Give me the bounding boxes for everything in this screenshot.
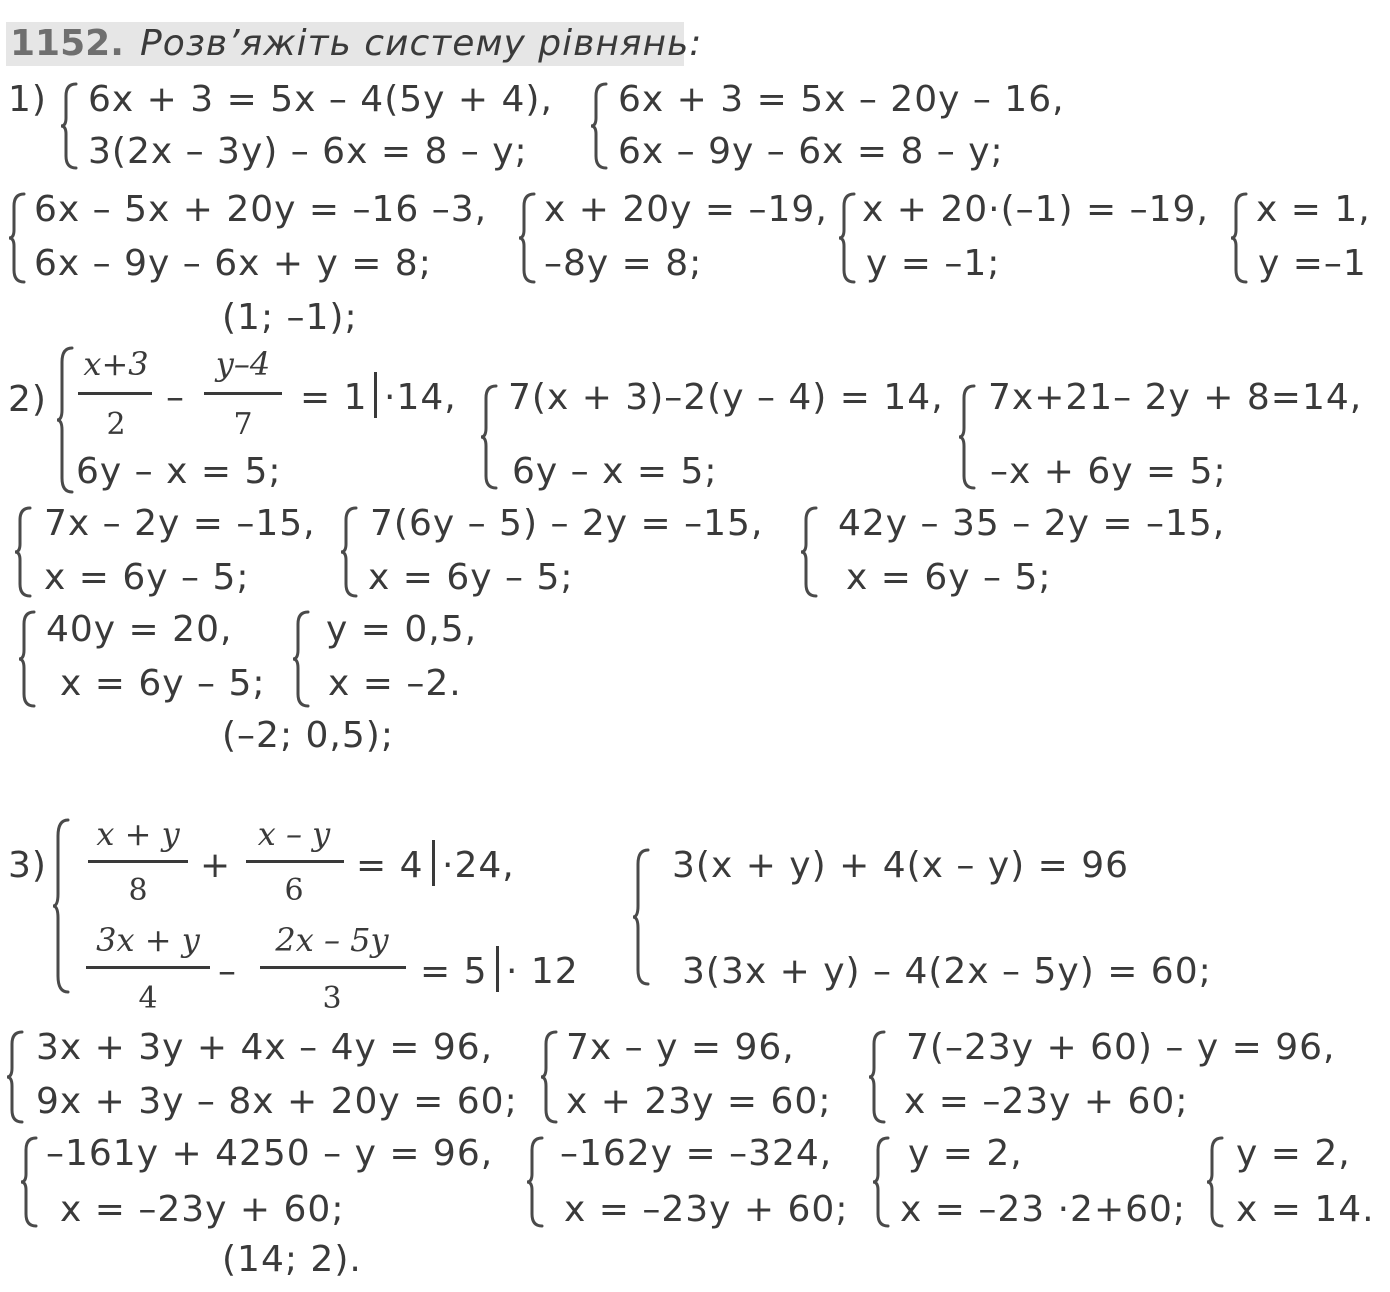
p3-f4-denominator: 3	[322, 981, 342, 1016]
p2-s8-line2: x = –2.	[328, 663, 462, 704]
p1-s2-line2: 6x – 9y – 6x = 8 – y;	[618, 131, 1004, 172]
p2-line2: 6y – x = 5;	[76, 451, 282, 492]
problem-number: 1152.	[10, 23, 124, 64]
p3-s9-line1: y = 2,	[1236, 1133, 1351, 1174]
p2-f2-numerator: y–4	[215, 345, 271, 383]
brace-p1-s2	[590, 82, 610, 170]
p3-f1-numerator: x + y	[96, 815, 180, 853]
p3-f1-denominator: 8	[128, 873, 148, 908]
p2-f2-fraction-bar	[204, 392, 282, 395]
p3-multiplier1: ·24,	[442, 845, 515, 886]
p2-s6-line2: x = 6y – 5;	[846, 557, 1052, 598]
p3-s3-line1: 3x + 3y + 4x – 4y = 96,	[36, 1027, 494, 1068]
brace-p3-s2	[632, 848, 652, 988]
brace-p1-s4	[518, 192, 538, 284]
p3-s9-line2: x = 14.	[1236, 1189, 1375, 1230]
p2-s2-line1: 7(x + 3)–2(y – 4) = 14,	[508, 377, 944, 418]
p2-s5-line1: 7(6y – 5) – 2y = –15,	[370, 503, 764, 544]
brace-p3-s9	[1206, 1136, 1226, 1228]
brace-p2-s1	[56, 346, 76, 496]
p3-s5-line2: x = –23y + 60;	[904, 1081, 1189, 1122]
p3-multiplier1-bar	[432, 840, 435, 886]
brace-p1-s1	[60, 82, 80, 170]
brace-p1-s3	[8, 192, 28, 284]
brace-p3-s6	[20, 1136, 40, 1228]
p3-s4-line2: x + 23y = 60;	[566, 1081, 832, 1122]
p3-f4-fraction-bar	[260, 966, 406, 969]
p2-s6-line1: 42y – 35 – 2y = –15,	[838, 503, 1226, 544]
p2-s7-line2: x = 6y – 5;	[60, 663, 266, 704]
p2-s3-line1: 7x+21– 2y + 8=14,	[988, 377, 1363, 418]
p3-s2-line2: 3(3x + y) – 4(2x – 5y) = 60;	[682, 951, 1212, 992]
brace-p3-s7	[526, 1136, 546, 1228]
p1-s6-line2: y =–1	[1258, 243, 1367, 284]
p3-plus: +	[200, 845, 232, 886]
p3-f2-denominator: 6	[284, 873, 304, 908]
p1-s4-line1: x + 20y = –19,	[544, 189, 828, 230]
p3-rhs2: = 5	[420, 951, 488, 992]
part-2-label: 2)	[8, 379, 47, 420]
problem-title: Розв’яжіть систему рівнянь:	[140, 23, 703, 64]
p3-s8-line1: y = 2,	[908, 1133, 1023, 1174]
part-1-label: 1)	[8, 79, 47, 120]
p3-s2-line1: 3(x + y) + 4(x – y) = 96	[672, 845, 1130, 886]
p2-f2-denominator: 7	[233, 407, 253, 442]
p3-f3-denominator: 4	[138, 981, 158, 1016]
part-3-label: 3)	[8, 845, 47, 886]
p3-f2-fraction-bar	[246, 860, 344, 863]
p2-multiplier-bar	[374, 372, 377, 418]
p3-s6-line1: –161y + 4250 – y = 96,	[46, 1133, 494, 1174]
p2-s8-line1: y = 0,5,	[326, 609, 478, 650]
p3-multiplier2: · 12	[506, 951, 579, 992]
p2-f1-numerator: x+3	[83, 345, 149, 383]
p3-f2-numerator: x – y	[257, 815, 331, 853]
brace-p2-s6	[800, 506, 820, 598]
brace-p3-s3	[6, 1030, 26, 1124]
p2-f1-denominator: 2	[106, 407, 126, 442]
p1-s4-line2: –8y = 8;	[544, 243, 703, 284]
p3-f4-numerator: 2x – 5y	[275, 921, 389, 959]
p1-s3-line1: 6x – 5x + 20y = –16 –3,	[34, 189, 488, 230]
p1-s6-line1: x = 1,	[1256, 189, 1371, 230]
brace-p3-s4	[540, 1030, 560, 1124]
p1-answer: (1; –1);	[222, 297, 358, 338]
p2-s5-line2: x = 6y – 5;	[368, 557, 574, 598]
p2-rhs: = 1	[300, 377, 368, 418]
p1-s1-line1: 6x + 3 = 5x – 4(5y + 4),	[88, 79, 553, 120]
p3-answer: (14; 2).	[222, 1239, 362, 1280]
brace-p3-s8	[872, 1136, 892, 1228]
p2-s7-line1: 40y = 20,	[46, 609, 233, 650]
p1-s5-line1: x + 20·(–1) = –19,	[862, 189, 1209, 230]
p3-f3-fraction-bar	[86, 966, 210, 969]
p3-s3-line2: 9x + 3y – 8x + 20y = 60;	[36, 1081, 518, 1122]
brace-p2-s2	[480, 384, 500, 490]
p2-s4-line1: 7x – 2y = –15,	[44, 503, 316, 544]
p3-s6-line2: x = –23y + 60;	[60, 1189, 345, 1230]
p3-f1-fraction-bar	[88, 860, 188, 863]
brace-p2-s7	[18, 610, 38, 708]
p2-multiplier: ·14,	[384, 377, 457, 418]
brace-p1-s6	[1230, 192, 1250, 284]
p1-s2-line1: 6x + 3 = 5x – 20y – 16,	[618, 79, 1065, 120]
brace-p1-s5	[838, 192, 858, 284]
p2-f1-fraction-bar	[78, 392, 152, 395]
p2-minus: –	[166, 377, 185, 418]
brace-p3-s5	[868, 1030, 888, 1124]
p2-s3-line2: –x + 6y = 5;	[990, 451, 1227, 492]
p3-minus: –	[218, 951, 237, 992]
p1-s5-line2: y = –1;	[866, 243, 1001, 284]
p3-s8-line2: x = –23 ·2+60;	[900, 1189, 1187, 1230]
p3-multiplier2-bar	[496, 946, 499, 992]
p3-s7-line1: –162y = –324,	[560, 1133, 833, 1174]
p3-s5-line1: 7(–23y + 60) – y = 96,	[906, 1027, 1336, 1068]
p1-s3-line2: 6x – 9y – 6x + y = 8;	[34, 243, 432, 284]
p3-rhs1: = 4	[356, 845, 424, 886]
p2-answer: (–2; 0,5);	[222, 715, 394, 756]
p3-s7-line2: x = –23y + 60;	[564, 1189, 849, 1230]
p1-s1-line2: 3(2x – 3y) – 6x = 8 – y;	[88, 131, 528, 172]
brace-p2-s3	[958, 384, 978, 490]
brace-p3-s1	[52, 818, 72, 994]
brace-p2-s5	[340, 506, 360, 598]
p3-f3-numerator: 3x + y	[96, 921, 200, 959]
p2-s2-line2: 6y – x = 5;	[512, 451, 718, 492]
brace-p2-s4	[14, 506, 34, 598]
brace-p2-s8	[292, 610, 312, 708]
p2-s4-line2: x = 6y – 5;	[44, 557, 250, 598]
p3-s4-line1: 7x – y = 96,	[566, 1027, 795, 1068]
